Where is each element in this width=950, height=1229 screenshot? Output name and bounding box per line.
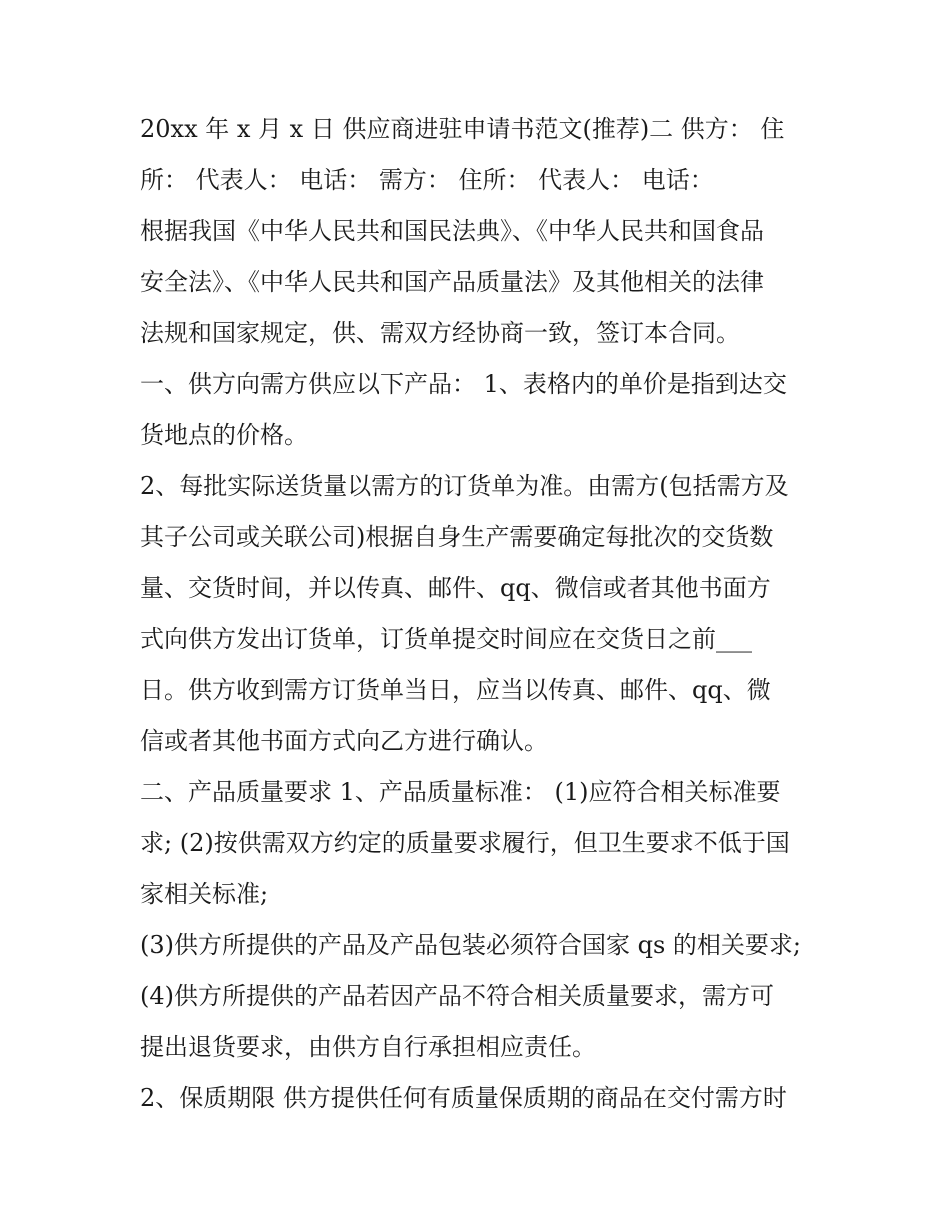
- text-line-17: (3)供方所提供的产品及产品包装必须符合国家 qs 的相关要求;: [140, 931, 802, 959]
- text-line-10: 量、交货时间，并以传真、邮件、qq、微信或者其他书面方: [140, 574, 771, 602]
- text-line-9: 其子公司或关联公司)根据自身生产需要确定每批次的交货数: [140, 523, 774, 551]
- text-line-5: 法规和国家规定，供、需双方经协商一致，签订本合同。: [140, 319, 740, 347]
- text-line-14: 二、产品质量要求 1、产品质量标准： (1)应符合相关标准要: [140, 778, 781, 806]
- text-line-6: 一、供方向需方供应以下产品： 1、表格内的单价是指到达交: [140, 370, 787, 398]
- text-line-16: 家相关标准;: [140, 880, 269, 908]
- text-line-18: (4)供方所提供的产品若因产品不符合相关质量要求，需方可: [140, 982, 774, 1010]
- text-line-7: 货地点的价格。: [140, 421, 308, 449]
- text-line-20: 2、保质期限 供方提供任何有质量保质期的商品在交付需方时: [140, 1084, 787, 1112]
- text-line-4: 安全法》、《中华人民共和国产品质量法》及其他相关的法律: [140, 268, 764, 296]
- text-line-2: 所： 代表人： 电话： 需方： 住所： 代表人： 电话：: [140, 166, 714, 194]
- text-line-19: 提出退货要求，由供方自行承担相应责任。: [140, 1033, 596, 1061]
- text-line-15: 求; (2)按供需双方约定的质量要求履行，但卫生要求不低于国: [140, 829, 790, 857]
- text-line-12: 日。供方收到需方订货单当日，应当以传真、邮件、qq、微: [140, 676, 771, 704]
- text-line-8: 2、每批实际送货量以需方的订货单为准。由需方(包括需方及: [140, 472, 789, 500]
- text-line-3: 根据我国《中华人民共和国民法典》、《中华人民共和国食品: [140, 217, 764, 245]
- text-line-11: 式向供方发出订货单，订货单提交时间应在交货日之前___: [140, 625, 752, 653]
- text-line-13: 信或者其他书面方式向乙方进行确认。: [140, 727, 548, 755]
- document-body: [140, 104, 820, 1124]
- text-line-1: 20xx 年 x 月 x 日 供应商进驻申请书范文(推荐)二 供方： 住: [140, 115, 785, 143]
